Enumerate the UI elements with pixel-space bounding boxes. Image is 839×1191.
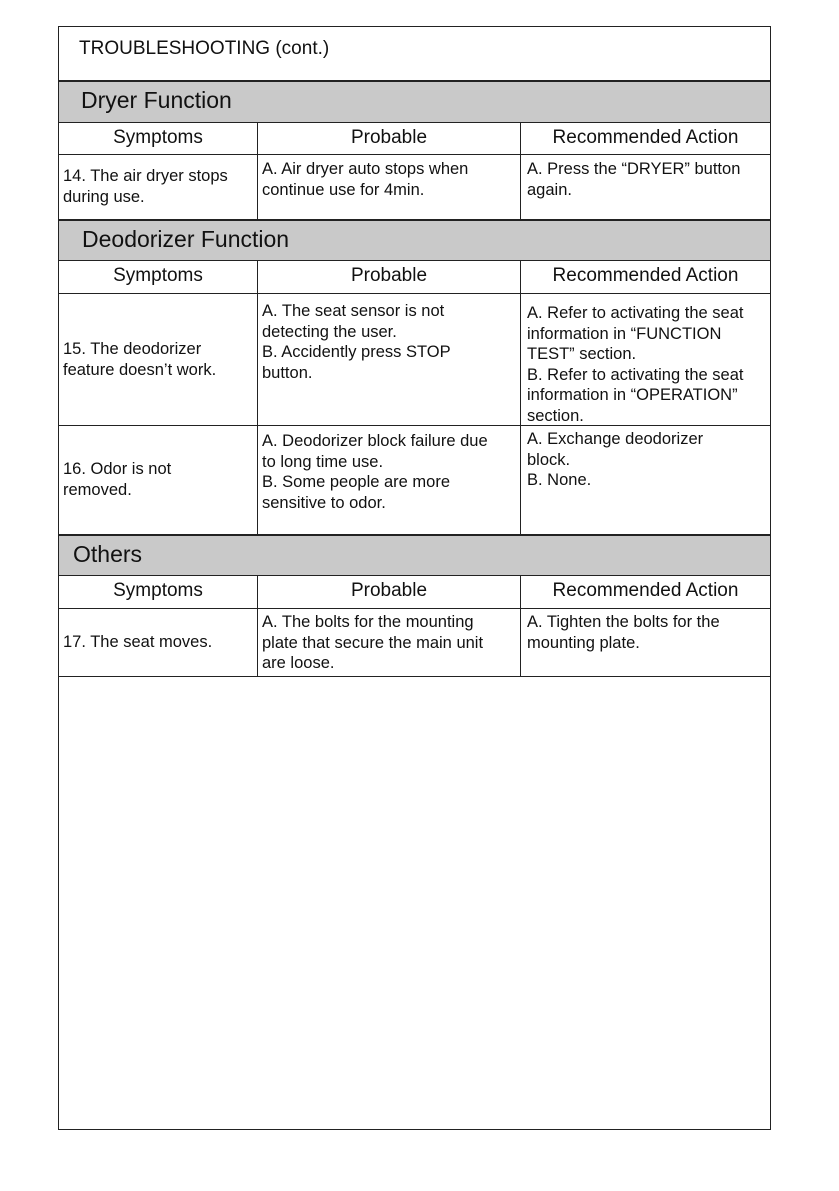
header-action: Recommended Action bbox=[520, 576, 770, 608]
header-symptoms: Symptoms bbox=[113, 127, 203, 148]
symptom-cell bbox=[59, 155, 257, 219]
section-title: Others bbox=[73, 541, 143, 567]
symptom-text: 17. The seat moves. bbox=[63, 633, 213, 651]
symptom-text: 16. Odor is not removed. bbox=[63, 460, 172, 499]
section-header-deodorizer bbox=[59, 220, 770, 261]
section-title: Dryer Function bbox=[81, 87, 232, 113]
action-text: A. Refer to activating the seat information in “FUNCTION TEST” section. B. Refer to activating the seat information in “OPERATION” section. bbox=[527, 304, 744, 425]
action-cell bbox=[520, 426, 770, 534]
probable-text: A. The bolts for the mounting plate that secure the main unit are loose. bbox=[262, 613, 484, 672]
symptom-cell bbox=[59, 294, 257, 425]
action-text: A. Exchange deodorizer block. B. None. bbox=[527, 430, 704, 489]
table-row bbox=[59, 609, 770, 677]
probable-cell bbox=[257, 294, 520, 425]
symptom-text: 14. The air dryer stops during use. bbox=[63, 167, 228, 206]
probable-text: A. Deodorizer block failure due to long time use. B. Some people are more sensitive to odor. bbox=[262, 432, 488, 512]
action-text: A. Tighten the bolts for the mounting plate. bbox=[527, 613, 720, 652]
probable-cell bbox=[257, 426, 520, 534]
probable-text: A. The seat sensor is not detecting the user. B. Accidently press STOP button. bbox=[262, 302, 451, 382]
header-action: Recommended Action bbox=[520, 123, 770, 154]
action-cell bbox=[520, 609, 770, 676]
header-action: Recommended Action bbox=[520, 261, 770, 293]
page-title: TROUBLESHOOTING (cont.) bbox=[79, 38, 330, 59]
action-cell bbox=[520, 294, 770, 425]
action-cell bbox=[520, 155, 770, 219]
troubleshooting-page bbox=[58, 26, 771, 1130]
action-text: A. Press the “DRYER” button again. bbox=[527, 160, 741, 199]
probable-cell bbox=[257, 155, 520, 219]
header-probable: Probable bbox=[257, 261, 520, 293]
header-symptoms: Symptoms bbox=[113, 580, 203, 601]
table-row bbox=[59, 426, 770, 535]
table-header-row bbox=[59, 576, 770, 609]
probable-text: A. Air dryer auto stops when continue use for 4min. bbox=[262, 160, 469, 199]
table-row bbox=[59, 155, 770, 220]
table-header-row bbox=[59, 123, 770, 155]
table-header-row bbox=[59, 261, 770, 294]
symptom-cell bbox=[59, 609, 257, 676]
header-probable: Probable bbox=[257, 576, 520, 608]
table-row bbox=[59, 294, 770, 426]
header-probable: Probable bbox=[257, 123, 520, 154]
section-header-dryer bbox=[59, 81, 770, 123]
probable-cell bbox=[257, 609, 520, 676]
section-header-others bbox=[59, 535, 770, 576]
section-title: Deodorizer Function bbox=[82, 226, 290, 252]
header-symptoms: Symptoms bbox=[113, 265, 203, 286]
symptom-text: 15. The deodorizer feature doesn’t work. bbox=[63, 340, 217, 379]
symptom-cell bbox=[59, 426, 257, 534]
